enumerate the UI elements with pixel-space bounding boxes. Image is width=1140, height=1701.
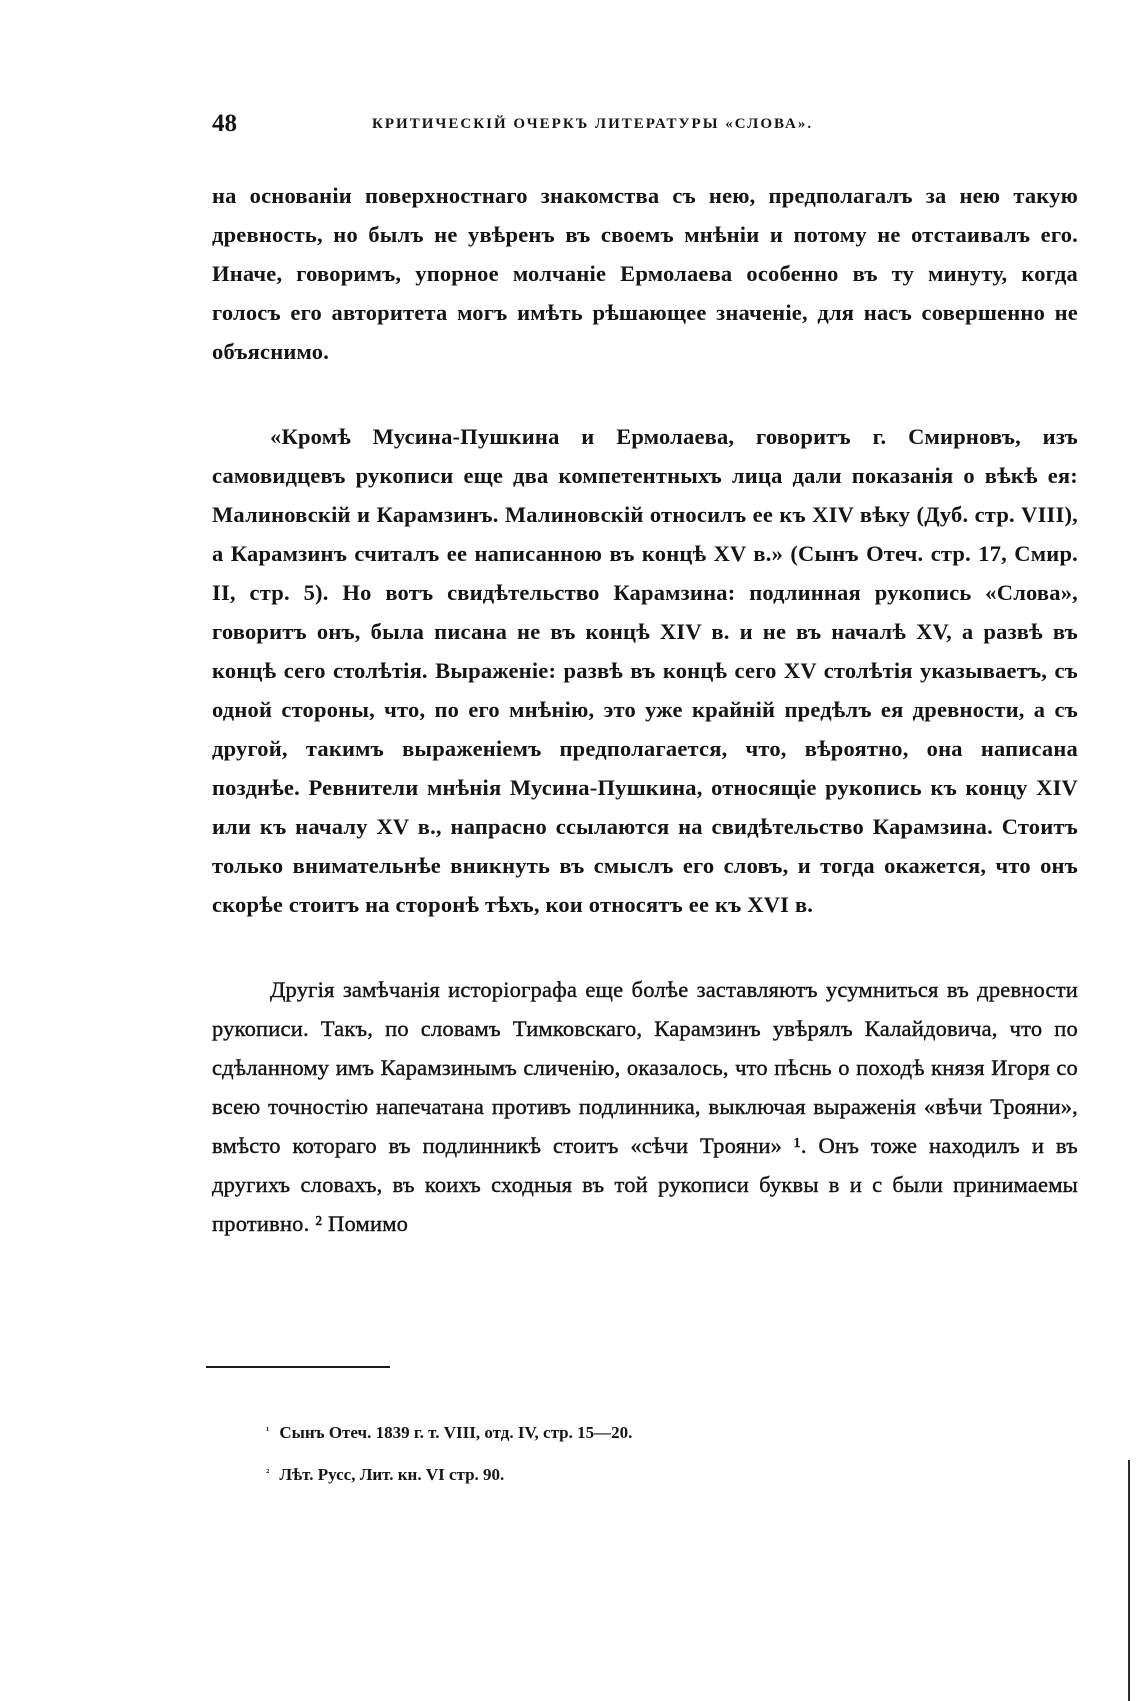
footnote-text: Лѣт. Русс, Лит. кн. VI стр. 90. bbox=[279, 1465, 505, 1484]
footnote-mark: ¹ bbox=[266, 1425, 270, 1437]
page-number: 48 bbox=[212, 110, 237, 137]
scan-edge-line bbox=[1128, 1460, 1130, 1701]
page-header bbox=[212, 110, 912, 140]
paragraph-1: на основаніи поверхностнаго знакомства съ нею, предполагалъ за нею такую древность, но былъ не увѣренъ въ своемъ мнѣніи и потому не отстаивалъ его. Иначе, говоримъ, упорное молчаніе Ермолаева особенно въ ту минуту, когда голосъ его авторитета могъ имѣть рѣшающее значеніе, для насъ совершенно не объяснимо. bbox=[212, 183, 1078, 364]
footnote-divider bbox=[206, 1366, 390, 1368]
body-text bbox=[212, 176, 1078, 1289]
footnote-1 bbox=[266, 1412, 966, 1454]
footnote-mark: ² bbox=[266, 1467, 270, 1479]
paragraph-2: «Кромѣ Мусина-Пушкина и Ермолаева, говоритъ г. Смирновъ, изъ самовидцевъ рукописи еще два компетентныхъ лица дали показанія о вѣкѣ ея: Малиновскій и Карамзинъ. Малиновскій относилъ ее къ XIV вѣку (Дуб. стр. VIII), а Карамзинъ считалъ ее написанною въ концѣ XV в.» (Сынъ Отеч. стр. 17, Смир. II, стр. 5). Но вотъ свидѣтельство Карамзина: подлинная рукопись «Слова», говоритъ онъ, была писана не въ концѣ XIV в. и не въ началѣ XV, а развѣ въ концѣ сего столѣтія. Выраженіе: развѣ въ концѣ сего XV столѣтія указываетъ, съ одной стороны, что, по его мнѣнію, это уже крайній предѣлъ ея древности, а съ другой, такимъ выраженіемъ предполагается, что, вѣроятно, она написана позднѣе. Ревнители мнѣнія Мусина-Пушкина, относящіе рукопись къ концу XIV или къ началу XV в., напрасно ссылаются на свидѣтельство Карамзина. Стоитъ только внимательнѣе вникнуть въ смыслъ его словъ, и тогда окажется, что онъ скорѣе стоитъ на сторонѣ тѣхъ, кои относятъ ее къ XVI в. bbox=[212, 424, 1078, 917]
footnote-text: Сынъ Отеч. 1839 г. т. VIII, отд. IV, стр. 15—20. bbox=[279, 1423, 633, 1442]
paragraph-3: Другія замѣчанія исторіографа еще болѣе заставляютъ усумниться въ древности рукописи. Такъ, по словамъ Тимковскаго, Карамзинъ увѣрялъ Калайдовича, что по сдѣланному имъ Карамзинымъ сличенію, оказалось, что пѣснь о походѣ князя Игоря со всею точностію напечатана противъ подлинника, выключая выраженія «вѣчи Трояни», вмѣсто котораго въ подлинникѣ стоитъ «сѣчи Трояни» ¹. Онъ тоже находилъ и въ другихъ словахъ, въ коихъ сходныя въ той рукописи буквы в и с были принимаемы противно. ² Помимо bbox=[212, 977, 1078, 1236]
running-title: КРИТИЧЕСКІЙ ОЧЕРКЪ ЛИТЕРАТУРЫ «СЛОВА». bbox=[372, 116, 814, 132]
footnotes bbox=[266, 1412, 966, 1496]
footnote-2 bbox=[266, 1454, 966, 1496]
